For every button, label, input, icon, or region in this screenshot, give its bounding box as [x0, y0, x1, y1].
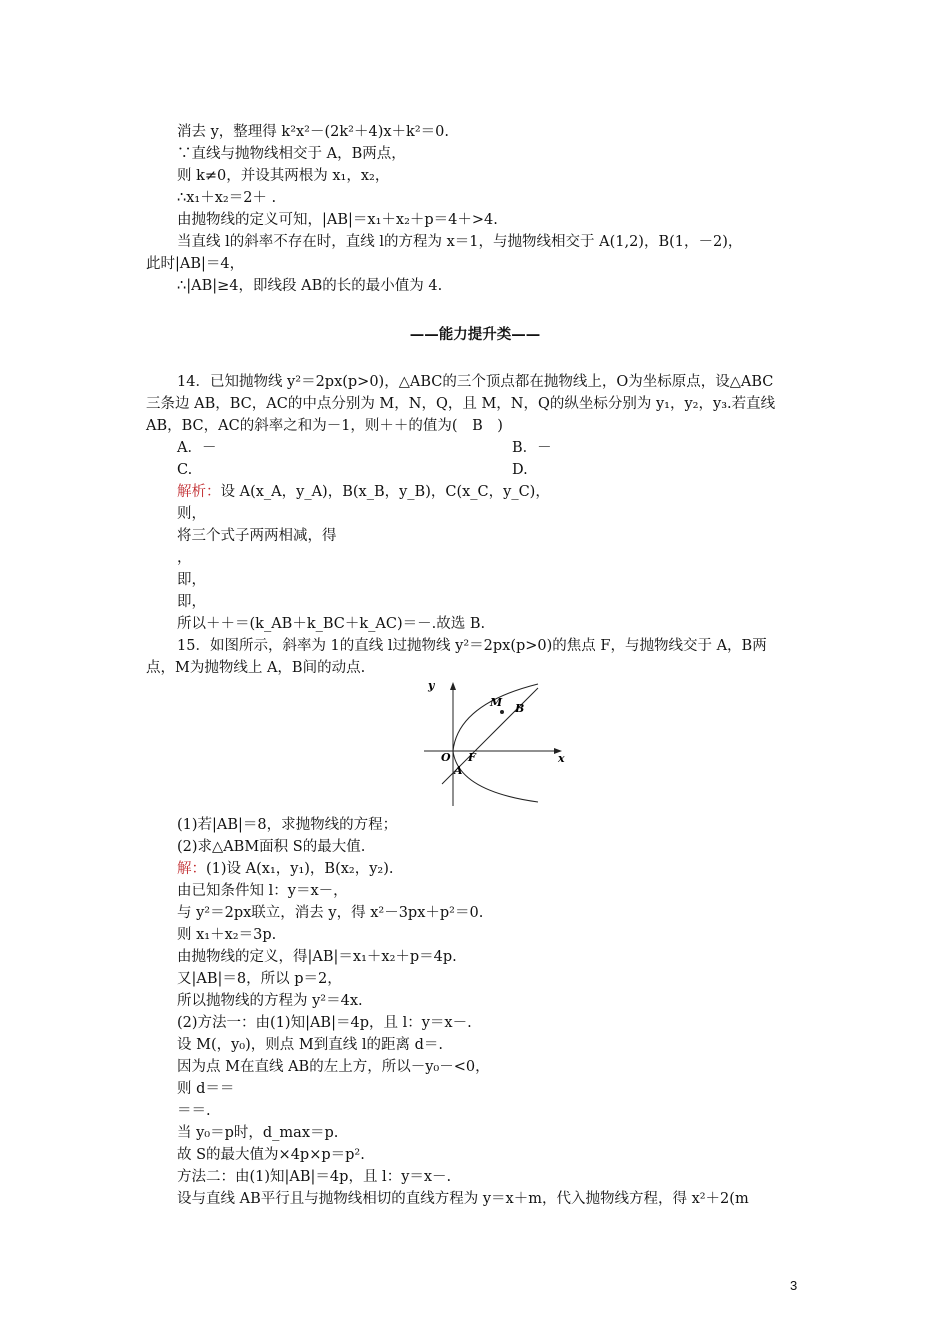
analysis-line: 则，	[177, 506, 206, 522]
point-m-label: M	[490, 696, 503, 709]
solution-line: 设 M(，y₀)，则点 M到直线 l的距离 d＝.	[177, 1037, 443, 1053]
x-axis-label: x	[558, 752, 565, 765]
analysis-line: 即，	[177, 572, 206, 588]
analysis-line: 所以＋＋＝(k_AB＋k_BC＋k_AC)＝－.故选 B.	[177, 616, 486, 632]
text-line: ∵直线与抛物线相交于 A，B两点，	[177, 146, 406, 162]
focus-label: F	[468, 751, 476, 764]
text-line: 此时|AB|＝4，	[146, 256, 245, 272]
option-a: A．－	[177, 440, 217, 456]
solution-line: 当 y₀＝p时，d_max＝p.	[177, 1125, 339, 1141]
solution-line: 所以抛物线的方程为 y²＝4x.	[177, 993, 363, 1009]
section-title: ——能力提升类——	[409, 327, 541, 343]
y-axis-label: y	[428, 679, 435, 692]
q15-part: (1)若|AB|＝8，求抛物线的方程；	[177, 817, 398, 833]
analysis-text: 设 A(x_A，y_A)，B(x_B，y_B)，C(x_C，y_C)，	[220, 484, 550, 500]
analysis-line: 将三个式子两两相减，得	[177, 528, 337, 544]
text-line: ∴x₁＋x₂＝2＋ .	[177, 190, 277, 206]
solution-line: (2)方法一：由(1)知|AB|＝4p，且 l：y＝x－.	[177, 1015, 472, 1031]
point-b-label: B	[515, 702, 525, 715]
text-line: 当直线 l的斜率不存在时，直线 l的方程为 x＝1，与抛物线相交于 A(1,2)，B(1，－2)，	[177, 234, 743, 250]
solution-line: 方法二：由(1)知|AB|＝4p，且 l：y＝x－.	[177, 1169, 452, 1185]
q15-stem-line: 15．如图所示，斜率为 1的直线 l过抛物线 y²＝2px(p>0)的焦点 F，与抛物线交于 A，B两	[177, 638, 767, 654]
text-line: 由抛物线的定义可知，|AB|＝x₁＋x₂＋p＝4＋>4.	[177, 212, 498, 228]
point-a-label: A	[454, 764, 463, 777]
solution-line: 因为点 M在直线 AB的左上方，所以－y₀－<0，	[177, 1059, 490, 1075]
text-line: 则 k≠0，并设其两根为 x₁，x₂，	[177, 168, 390, 184]
text-line: ∴|AB|≥4，即线段 AB的长的最小值为 4.	[177, 278, 443, 294]
solution-text: (1)设 A(x₁，y₁)，B(x₂，y₂).	[206, 861, 394, 877]
solution-line: ＝＝.	[177, 1103, 211, 1119]
text-line: 消去 y，整理得 k²x²－(2k²＋4)x＋k²＝0.	[177, 124, 449, 140]
option-c: C.	[177, 462, 193, 478]
origin-label: O	[441, 751, 451, 764]
analysis-line: ，	[177, 550, 192, 566]
solution-line: 由抛物线的定义，得|AB|＝x₁＋x₂＋p＝4p.	[177, 949, 457, 965]
point-m	[500, 710, 504, 714]
analysis-label: 解析：	[177, 484, 221, 500]
solution-line: 则 x₁＋x₂＝3p.	[177, 927, 277, 943]
analysis-line	[177, 481, 550, 503]
solution-label: 解：	[177, 861, 206, 877]
solution-line: 故 S的最大值为×4p×p＝p².	[177, 1147, 365, 1163]
option-b: B．－	[512, 440, 552, 456]
solution-line: 又|AB|＝8，所以 p＝2，	[177, 971, 342, 987]
q15-part: (2)求△ABM面积 S的最大值.	[177, 839, 366, 855]
page-number: 3	[790, 1278, 798, 1293]
q15-stem-line: 点，M为抛物线上 A，B间的动点.	[146, 660, 366, 676]
q14-stem-line: 三条边 AB，BC，AC的中点分别为 M，N，Q，且 M，N，Q的纵坐标分别为 y₁，y₂，y₃.若直线	[146, 396, 776, 412]
y-axis-arrow	[450, 682, 456, 690]
option-d: D.	[512, 462, 528, 478]
q14-stem-line: AB，BC，AC的斜率之和为－1，则＋＋的值为( B )	[146, 418, 503, 434]
solution-line	[177, 858, 394, 880]
solution-line: 则 d＝＝	[177, 1081, 235, 1097]
solution-line: 由已知条件知 l：y＝x－，	[177, 883, 348, 899]
q14-stem-line: 14．已知抛物线 y²＝2px(p>0)，△ABC的三个顶点都在抛物线上，O为坐标原点，设△ABC	[177, 374, 774, 390]
analysis-line: 即，	[177, 594, 206, 610]
parabola-figure	[420, 676, 570, 808]
solution-line: 与 y²＝2px联立，消去 y，得 x²－3px＋p²＝0.	[177, 905, 484, 921]
solution-line: 设与直线 AB平行且与抛物线相切的直线方程为 y＝x＋m，代入抛物线方程，得 x²＋2(m	[177, 1191, 749, 1207]
